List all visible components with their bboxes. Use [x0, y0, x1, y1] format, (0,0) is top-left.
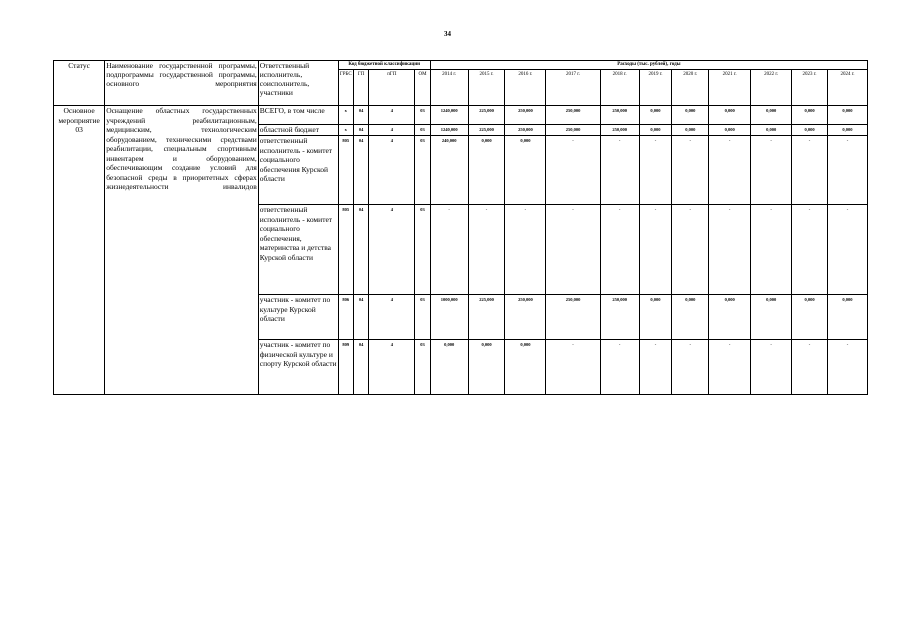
budget-table [53, 60, 868, 395]
value-cell: 225,000 [468, 295, 505, 340]
code-cell: 04 [353, 205, 368, 295]
value-cell: 225,000 [468, 125, 505, 136]
value-cell: - [430, 205, 468, 295]
value-cell: 250,000 [600, 295, 639, 340]
value-cell: 1000,000 [430, 295, 468, 340]
row-label: участник - комитет по физической культуре и спорту Курской области [258, 340, 338, 395]
measure-name: Оснащение областных государственных учреждений реабилитационным, медицинским, технологическим оборудованием, техническими средствами реабилитации, специальным спортивным инвентарем и оборудованием, обеспечивающим создание условий для безопасной среды в приоритетных сферах жизнедеятельности инвалидов [105, 106, 259, 395]
value-cell: - [546, 136, 600, 205]
header-year: 2020 г. [672, 70, 709, 106]
value-cell: - [600, 136, 639, 205]
header-year: 2014 г. [430, 70, 468, 106]
code-cell: 805 [338, 205, 353, 295]
row-label: ответственный исполнитель - комитет социального обеспечения, материнства и детства Курской области [258, 205, 338, 295]
header-code-col: ОМ [415, 70, 430, 106]
value-cell: 0,000 [672, 106, 709, 125]
value-cell: 250,000 [505, 125, 546, 136]
header-code-col: ГП [353, 70, 368, 106]
page-number: 34 [444, 30, 451, 38]
value-cell: 0,000 [639, 125, 672, 136]
value-cell: - [546, 340, 600, 395]
value-cell: - [792, 136, 828, 205]
value-cell: - [672, 205, 709, 295]
header-code-col: пГП [369, 70, 415, 106]
code-cell: 04 [353, 295, 368, 340]
value-cell: 225,000 [468, 106, 505, 125]
code-cell: 03 [415, 106, 430, 125]
value-cell: - [600, 205, 639, 295]
code-cell: 4 [369, 205, 415, 295]
value-cell: 1240,000 [430, 125, 468, 136]
value-cell: 0,000 [709, 125, 751, 136]
value-cell: 0,000 [709, 106, 751, 125]
value-cell: 0,000 [751, 125, 792, 136]
header-year: 2017 г. [546, 70, 600, 106]
code-cell: 4 [369, 136, 415, 205]
value-cell: - [468, 205, 505, 295]
value-cell: - [751, 205, 792, 295]
value-cell: - [639, 205, 672, 295]
value-cell: 0,000 [827, 295, 867, 340]
header-year: 2016 г. [505, 70, 546, 106]
value-cell: - [792, 340, 828, 395]
code-cell: 04 [353, 136, 368, 205]
value-cell: - [751, 136, 792, 205]
header-year: 2018 г. [600, 70, 639, 106]
header-name: Наименование государственной программы, подпрограммы государственной программы, основного мероприятия [105, 61, 259, 106]
value-cell: 1240,000 [430, 106, 468, 125]
value-cell: - [546, 205, 600, 295]
row-label: ВСЕГО, в том числе [258, 106, 338, 125]
value-cell: - [827, 205, 867, 295]
value-cell: 0,000 [792, 106, 828, 125]
value-cell: 0,000 [672, 125, 709, 136]
code-cell: 4 [369, 125, 415, 136]
header-year: 2024 г. [827, 70, 867, 106]
value-cell: 0,000 [709, 295, 751, 340]
value-cell: - [672, 136, 709, 205]
row-label: областной бюджет [258, 125, 338, 136]
value-cell: 250,000 [505, 106, 546, 125]
value-cell: - [792, 205, 828, 295]
value-cell: 250,000 [546, 125, 600, 136]
value-cell: - [639, 340, 672, 395]
code-cell: 4 [369, 295, 415, 340]
value-cell: - [505, 205, 546, 295]
value-cell: - [827, 136, 867, 205]
code-cell: 809 [338, 340, 353, 395]
code-cell: 4 [369, 340, 415, 395]
value-cell: - [709, 205, 751, 295]
value-cell: - [709, 340, 751, 395]
header-responsible: Ответственный исполнитель, соисполнитель, участники [258, 61, 338, 106]
value-cell: 0,000 [468, 136, 505, 205]
value-cell: - [709, 136, 751, 205]
status-cell: Основное мероприятие 03 [54, 106, 105, 395]
header-year: 2019 г. [639, 70, 672, 106]
header-code-col: ГРБС [338, 70, 353, 106]
value-cell: 250,000 [505, 295, 546, 340]
code-cell: 4 [369, 106, 415, 125]
value-cell: 0,000 [468, 340, 505, 395]
value-cell: 250,000 [546, 106, 600, 125]
value-cell: - [751, 340, 792, 395]
value-cell: 0,000 [639, 295, 672, 340]
value-cell: - [672, 340, 709, 395]
header-expenses: Расходы (тыс. рублей), годы [430, 61, 867, 70]
header-status: Статус [54, 61, 105, 106]
value-cell: - [600, 340, 639, 395]
value-cell: 0,000 [827, 106, 867, 125]
header-year: 2021 г. [709, 70, 751, 106]
value-cell: 0,000 [672, 295, 709, 340]
value-cell: 0,000 [639, 106, 672, 125]
value-cell: 0,000 [751, 295, 792, 340]
code-cell: 805 [338, 136, 353, 205]
code-cell: 03 [415, 205, 430, 295]
value-cell: - [827, 340, 867, 395]
header-year: 2022 г. [751, 70, 792, 106]
row-label: участник - комитет по культуре Курской области [258, 295, 338, 340]
code-cell: 03 [415, 136, 430, 205]
code-cell: х [338, 125, 353, 136]
header-year: 2023 г. [792, 70, 828, 106]
code-cell: 03 [415, 295, 430, 340]
header-budget-code: Код бюджетной классификации [338, 61, 430, 70]
code-cell: 04 [353, 340, 368, 395]
code-cell: 03 [415, 340, 430, 395]
value-cell: 250,000 [546, 295, 600, 340]
value-cell: 0,000 [505, 136, 546, 205]
value-cell: 0,000 [751, 106, 792, 125]
row-label: ответственный исполнитель - комитет социального обеспечения Курской области [258, 136, 338, 205]
code-cell: х [338, 106, 353, 125]
code-cell: 04 [353, 106, 368, 125]
header-year: 2015 г. [468, 70, 505, 106]
value-cell: - [639, 136, 672, 205]
code-cell: 04 [353, 125, 368, 136]
value-cell: 0,000 [827, 125, 867, 136]
code-cell: 03 [415, 125, 430, 136]
value-cell: 0,000 [792, 125, 828, 136]
value-cell: 250,000 [600, 125, 639, 136]
value-cell: 240,000 [430, 136, 468, 205]
value-cell: 250,000 [600, 106, 639, 125]
value-cell: 0,000 [430, 340, 468, 395]
value-cell: 0,000 [792, 295, 828, 340]
code-cell: 806 [338, 295, 353, 340]
value-cell: 0,000 [505, 340, 546, 395]
